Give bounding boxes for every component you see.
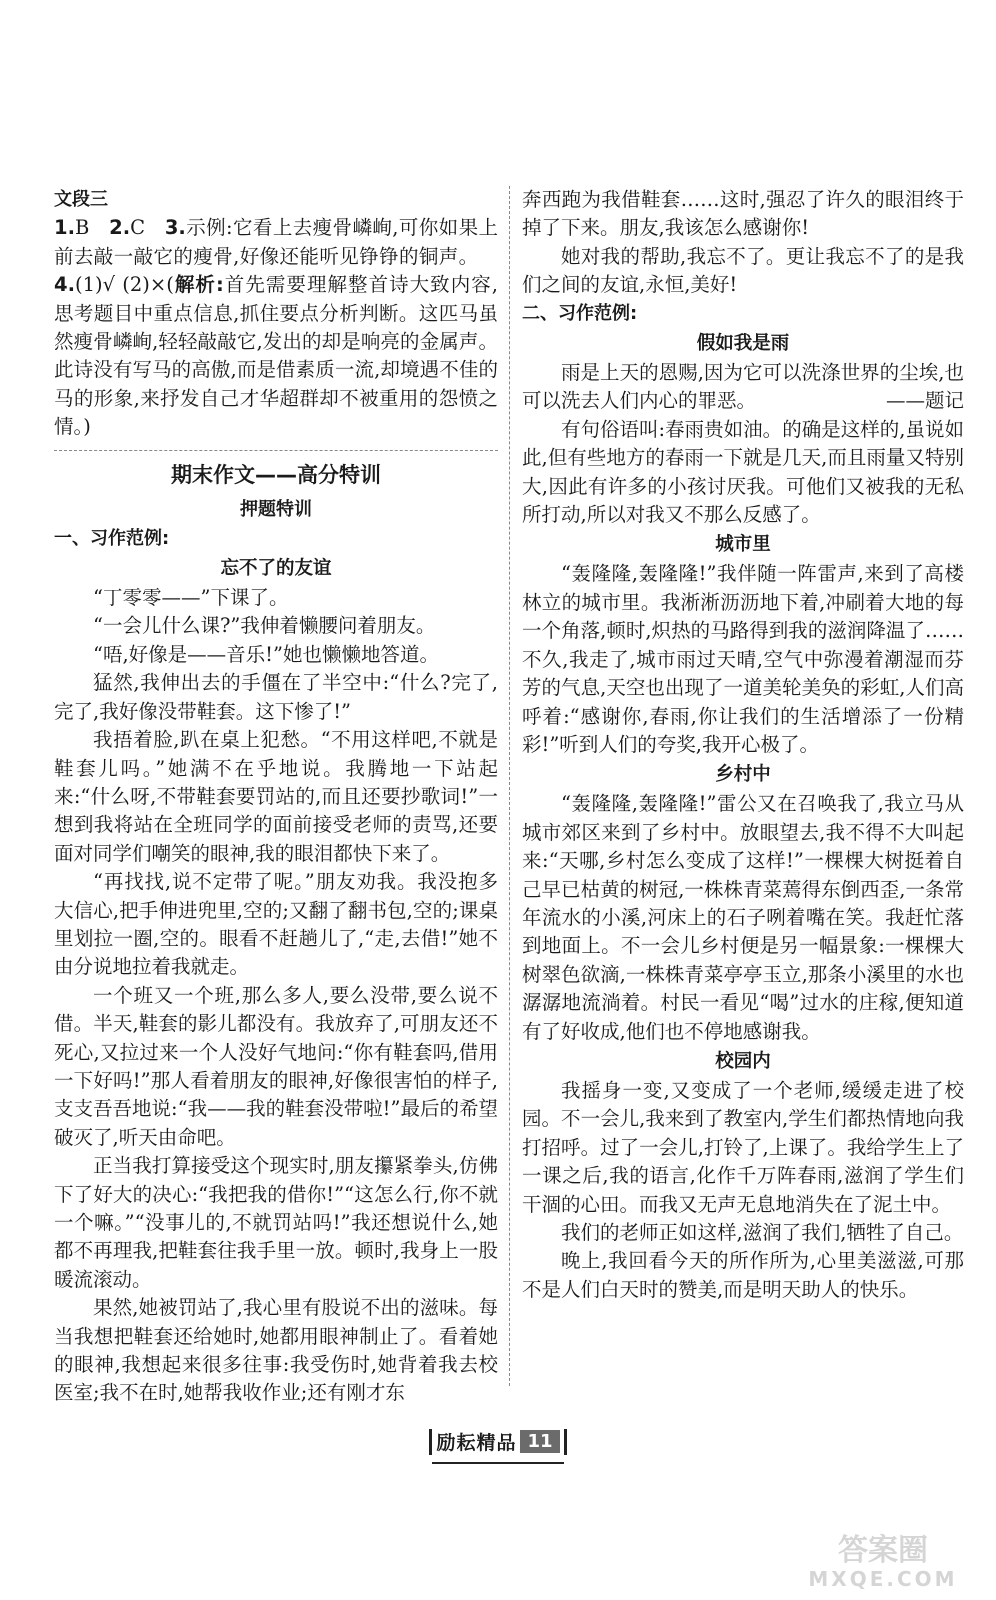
page-number: 11 — [520, 1430, 559, 1453]
paragraph: “轰隆隆,轰隆隆!”我伴随一阵雷声,来到了高楼林立的城市里。我淅淅沥沥地下着,冲刷着大地的每一个角落,顿时,炽热的马路得到我的滋润降温了……不久,我走了,城市雨过天晴,空气中弥漫着潮湿而芬芳的气息,天空也出现了一道美轮美奂的彩虹,人们高呼着:“感谢你,春雨,你让我们的生活增添了一份精彩!”听到人们的夸奖,我开心极了。 — [522, 562, 964, 756]
essay-title: 忘不了的友谊 — [220, 558, 332, 580]
section-divider — [54, 450, 498, 451]
watermark-logo — [780, 1528, 986, 1592]
paragraph: “再找找,说不定带了呢。”朋友劝我。我没抱多大信心,把手伸进兜里,空的;又翻了翻书包,空的;课桌里划拉一圈,空的。眼看不赶趟儿了,“走,去借!”她不由分说地拉着我就走。 — [54, 870, 498, 979]
section-heading: 一、习作范例: — [54, 527, 170, 549]
column-divider — [509, 186, 510, 1386]
page-title: 期末作文——高分特训 — [171, 462, 381, 487]
footer-underline — [432, 1462, 564, 1464]
paragraph: 我摇身一变,又变成了一个老师,缓缓走进了校园。不一会儿,我来到了教室内,学生们都热情地向我打招呼。过了一会儿,打铃了,上课了。我给学生上了一课之后,我的语言,化作千万阵春雨,滋润了学生们干涸的心田。而我又无声无息地消失在了泥土中。 — [522, 1078, 964, 1216]
essay-title: 假如我是雨 — [696, 333, 790, 355]
footer-brand: 励耘精品 — [436, 1432, 517, 1454]
paragraph: 她对我的帮助,我忘不了。更让我忘不了的是我们之间的友谊,永恒,美好! — [522, 244, 964, 297]
watermark-text: 答案圈 — [838, 1533, 928, 1568]
paragraph: 果然,她被罚站了,我心里有股说不出的滋味。每当我想把鞋套还给她时,她都用眼神制止了。看着她的眼神,我想起来很多往事:我受伤时,她背着我去校医室;我不在时,她帮我收作业;还有刚才东 — [54, 1296, 498, 1405]
right-column — [522, 186, 964, 1304]
paragraph: 晚上,我回看今天的所作所为,心里美滋滋,可那不是人们白天时的赞美,而是明天助人的快乐。 — [522, 1249, 964, 1301]
left-column — [54, 186, 498, 1408]
page-footer — [0, 1428, 996, 1464]
paragraph: 奔西跑为我借鞋套……这时,强忍了许久的眼泪终于掉了下来。朋友,我该怎么感谢你! — [522, 188, 964, 240]
subheading: 乡村中 — [715, 764, 771, 786]
subheading: 校园内 — [715, 1050, 771, 1072]
watermark-url: MXQE.COM — [808, 1567, 958, 1591]
paragraph: 我捂着脸,趴在桌上犯愁。“不用这样吧,不就是鞋套儿吗。”她满不在乎地说。我腾地一下站起来:“什么呀,不带鞋套要罚站的,而且还要抄歌词!”一想到我将站在全班同学的面前接受老师的责骂,还要面对同学们嘲笑的眼神,我的眼泪都快下来了。 — [54, 728, 498, 865]
section-label: 文段三 — [54, 189, 108, 210]
answer-block: 1.B 2.C 3.示例:它看上去瘦骨嶙峋,可你如果上前去敲一敲它的瘦骨,好像还能听见铮铮的铜声。 4.(1)√ (2)×(解析:首先需要理解整首诗大致内容,思考题目中重点信息,抓住要点分析判断。这匹马虽然瘦骨嶙峋,轻轻敲敲它,发出的却是响亮的金属声。此诗没有写马的高傲,而是借素质一流,却境遇不佳的马的形象,来抒发自己才华超群却不被重用的怨愤之情。) — [54, 216, 498, 439]
paragraph: 正当我打算接受这个现实时,朋友攥紧拳头,仿佛下了好大的决心:“我把我的借你!”“这怎么行,你不就一个嘛。”“没事儿的,不就罚站吗!”我还想说什么,她都不再理我,把鞋套往我手里一放。顿时,我身上一股暖流滚动。 — [54, 1154, 498, 1291]
page-subtitle: 押题特训 — [240, 498, 312, 520]
paragraph: “一会儿什么课?”我伸着懒腰问着朋友。 — [93, 614, 436, 638]
paragraph: 有句俗语叫:春雨贵如油。的确是这样的,虽说如此,但有些地方的春雨一下就是几天,而且雨量又特别大,因此有许多的小孩讨厌我。可他们又被我的无私所打动,所以对我又不那么反感了。 — [522, 417, 964, 527]
footer-bar-right — [564, 1429, 567, 1455]
paragraph: 我们的老师正如这样,滋润了我们,牺牲了自己。 — [561, 1221, 964, 1244]
paragraph: “唔,好像是——音乐!”她也懒懒地答道。 — [93, 642, 439, 666]
footer-bar-left — [429, 1429, 432, 1455]
paragraph: 一个班又一个班,那么多人,要么没带,要么说不借。半天,鞋套的影儿都没有。我放弃了,可朋友还不死心,又拉过来一个人没好气地问:“你有鞋套吗,借用一下好吗!”那人看着朋友的眼神,好像很害怕的样子,支支吾吾地说:“我——我的鞋套没带啦!”最后的希望破灭了,听天由命吧。 — [54, 983, 498, 1149]
subheading: 城市里 — [715, 534, 771, 556]
paragraph: 猛然,我伸出去的手僵在了半空中:“什么?完了,完了,我好像没带鞋套。这下惨了!” — [54, 671, 498, 723]
epigraph: 雨是上天的恩赐,因为它可以洗涤世界的尘埃,也可以洗去人们内心的罪恶。 ——题记 — [522, 359, 964, 416]
paragraph: “轰隆隆,轰隆隆!”雷公又在召唤我了,我立马从城市郊区来到了乡村中。放眼望去,我不得不大叫起来:“天哪,乡村怎么变成了这样!”一棵棵大树挺着自己早已枯黄的树冠,一株株青菜蔫得东倒西歪,一条常年流水的小溪,河床上的石子咧着嘴在笑。我赶忙落到地面上。不一会儿乡村便是另一幅景象:一棵棵大树翠色欲滴,一株株青菜亭亭玉立,那条小溪里的水也潺潺地流淌着。村民一看见“喝”过水的庄稼,便知道有了好收成,他们也不停地感谢我。 — [522, 792, 964, 1043]
paragraph: “丁零零——”下课了。 — [93, 586, 289, 610]
section-heading: 二、习作范例: — [522, 302, 638, 324]
epigraph-attribution: ——题记 — [885, 389, 964, 413]
